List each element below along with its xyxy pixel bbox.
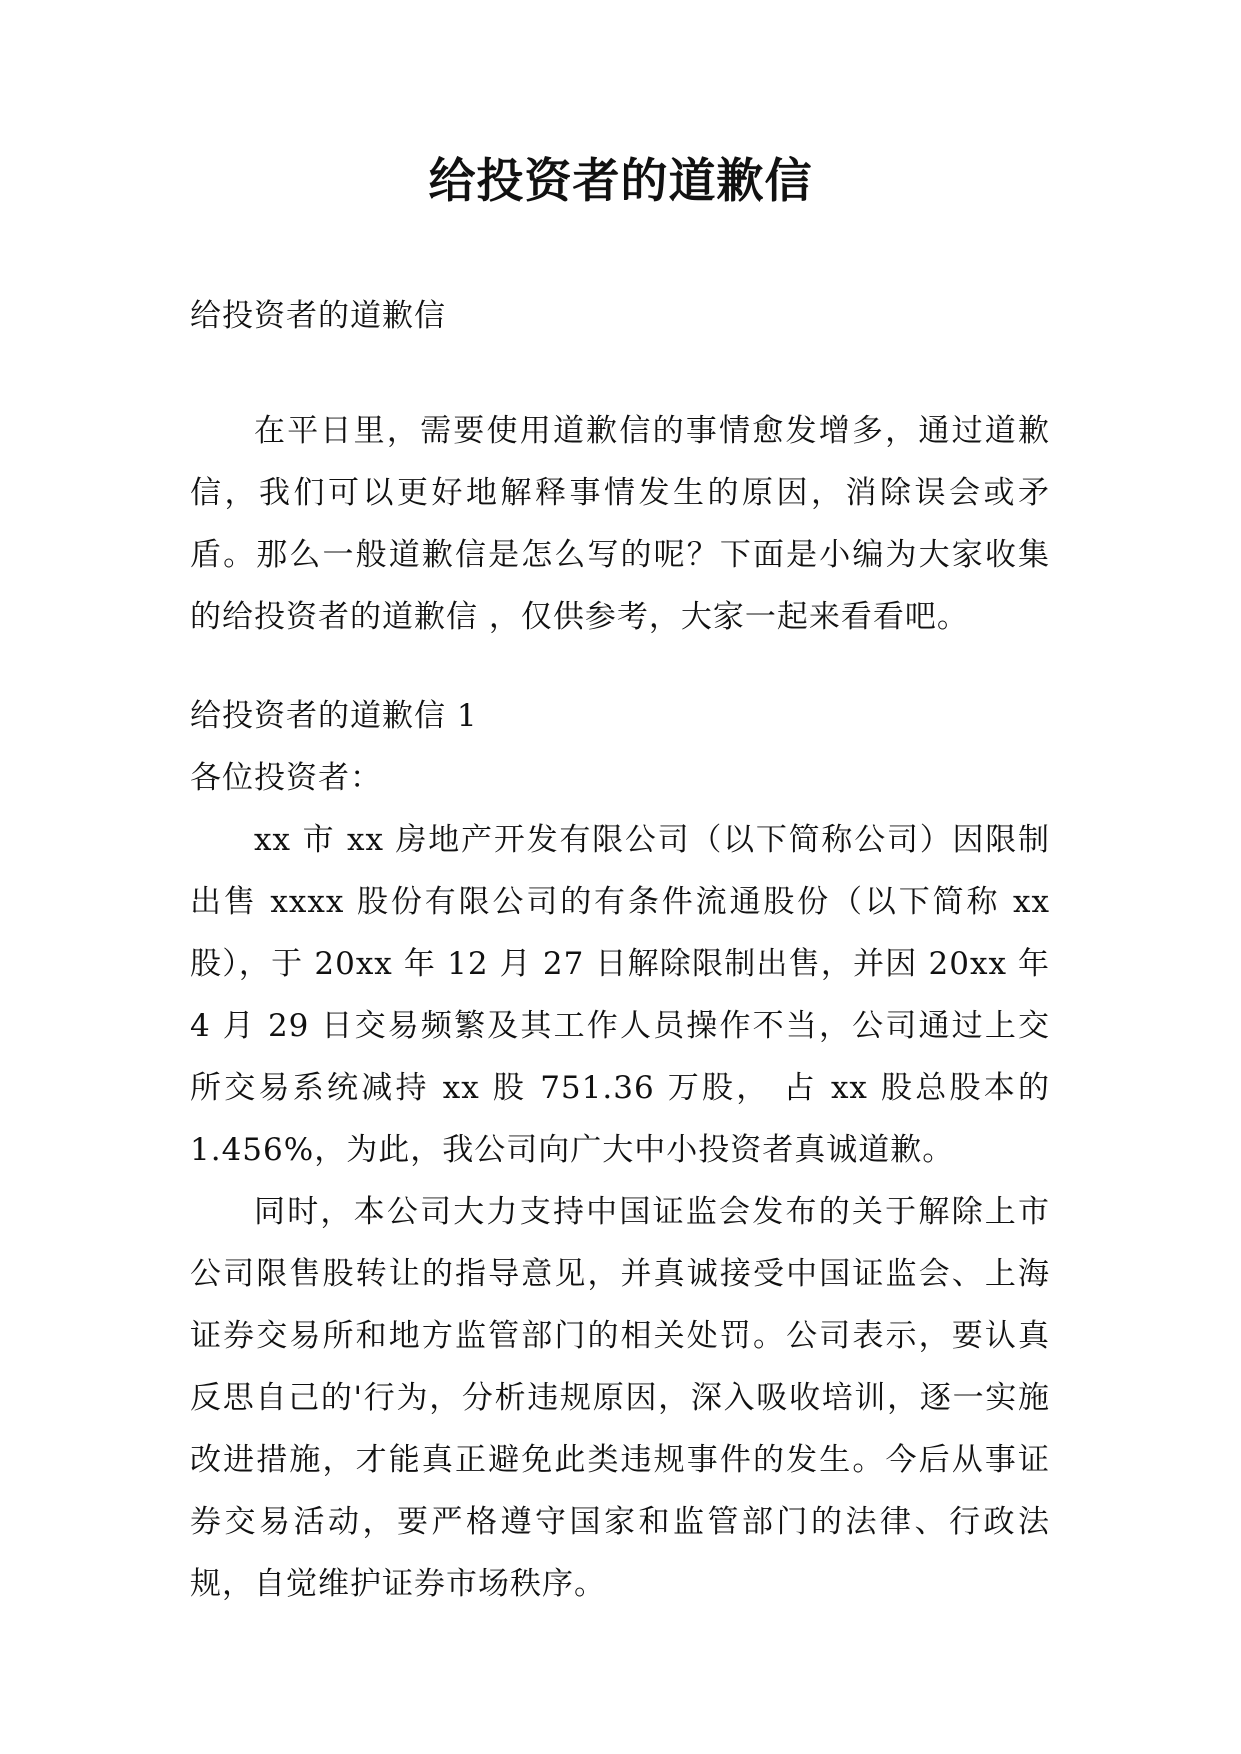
document-title: 给投资者的道歉信 bbox=[428, 154, 813, 209]
intro-paragraph: 在平日里，需要使用道歉信的事情愈发增多，通过道歉信，我们可以更好地解释事情发生的原因，消除误会或矛盾。那么一般道歉信是怎么写的呢？下面是小编为大家收集的给投资者的道歉信 ，仅供参考，大家一起来看看吧。 bbox=[190, 413, 1050, 635]
letter-salutation: 各位投资者： bbox=[190, 760, 382, 796]
letter-heading: 给投资者的道歉信 1 bbox=[190, 698, 478, 734]
document-subtitle: 给投资者的道歉信 bbox=[190, 298, 446, 334]
letter-paragraph-1: xx 市 xx 房地产开发有限公司（以下简称公司）因限制出售 xxxx 股份有限公司的有条件流通股份（以下简称 xx 股），于 20xx 年 12 月 27 日解除限制出售，并因 20xx 年 4 月 29 日交易频繁及其工作人员操作不当，公司通过上交所交易系统减持 xx 股 751.36 万股， 占 xx 股总股本的 1.456%，为此，我公司向广大中小投资者真诚道歉。 bbox=[190, 822, 1050, 1168]
letter-paragraph-2: 同时，本公司大力支持中国证监会发布的关于解除上市公司限售股转让的指导意见，并真诚接受中国证监会、上海证券交易所和地方监管部门的相关处罚。公司表示，要认真反思自己的'行为，分析违规原因，深入吸收培训，逐一实施改进措施，才能真正避免此类违规事件的发生。今后从事证券交易活动，要严格遵守国家和监管部门的法律、行政法规，自觉维护证券市场秩序。 bbox=[190, 1194, 1050, 1602]
